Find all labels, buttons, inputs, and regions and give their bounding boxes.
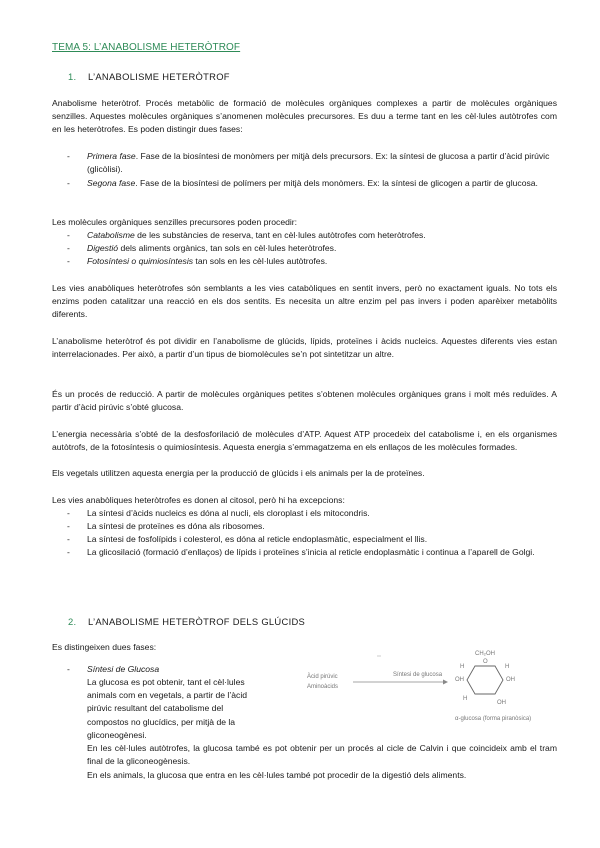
- intro-paragraph: Anabolisme heteròtrof. Procés metabòlic de formació de molècules orgàniques complexes a partir de molècules orgàniques senzilles. Aquestes molècules orgàniques s’anomenen molècules precursores. Es duu a terme tant en les cèl·lules autòtrofes com en les heteròtrofes. Es poden distingir dues fases:: [52, 98, 557, 135]
- precursors-intro: Les molècules orgàniques senzilles precursores poden procedir:: [52, 217, 298, 227]
- list-term: Síntesi de Glucosa: [87, 664, 160, 674]
- section-1-title: L’ANABOLISME HETERÒTROF: [88, 71, 230, 82]
- atom-label: O: [483, 659, 488, 665]
- dash-bullet: -: [67, 178, 70, 188]
- dash-bullet: -: [67, 547, 70, 557]
- list-term: Segona fase: [87, 178, 136, 188]
- dash-bullet: -: [67, 534, 70, 544]
- dash-bullet: -: [67, 521, 70, 531]
- list-text: . Fase de la biosíntesi de monòmers per mitjà dels precursors. Ex: la síntesi de glucosa a partir d’àcid pirúvic (glicòlisi).: [87, 151, 550, 175]
- list-term: Primera fase: [87, 151, 136, 161]
- list-text: La glicosilació (formació d’enllaços) de lípids i proteïnes s’inicia al reticle endoplasmàtic i continua a l’aparell de Golgi.: [87, 547, 535, 557]
- dash-bullet: -: [67, 230, 70, 240]
- atom-label: OH: [506, 677, 515, 683]
- paragraph-dividir: L’anabolisme heteròtrof és pot dividir en l’anabolisme de glúcids, lípids, proteïnes i àcids nucleics. Aquestes diferents vies estan interrelacionades. Per això, a partir d’un tipus de biomolècules se’n pot sintetitzar un altre.: [52, 336, 557, 360]
- diagram-caption: α-glucosa (forma piranòsica): [455, 716, 532, 722]
- diagram-arrow-label: Síntesi de glucosa: [393, 672, 443, 678]
- list-text: La síntesi de proteïnes es dóna als ribosomes.: [87, 521, 265, 531]
- diagram-label-aminoacids: Aminoàcids: [307, 684, 339, 690]
- dash-bullet: -: [67, 508, 70, 518]
- section-2-title: L’ANABOLISME HETERÒTROF DELS GLÚCIDS: [88, 616, 306, 627]
- section-1-heading: [68, 70, 230, 83]
- list-term: Catabolisme: [87, 230, 135, 240]
- atom-label: H: [505, 664, 510, 670]
- atom-label: OH: [497, 700, 506, 706]
- list-text: dels aliments orgànics, tan sols en cèl·lules heteròtrofes.: [118, 243, 337, 253]
- paragraph-vies: Les vies anabòliques heteròtrofes són semblants a les vies catabòliques en sentit invers, però no exactament iguals. No tots els enzims poden catalitzar una reacció en els dos sentits. Es necesita un altre enzim pel pas invers i poden aparèixer metabòlits diferents.: [52, 283, 557, 320]
- dash-bullet: -: [67, 256, 70, 266]
- paragraph-energia: L’energia necessària s’obté de la desfosforilació de molècules d’ATP. Aquest ATP procedeix del catabolisme i, en els organismes autòtrofs, de la fotosíntesis o quimiosíntesis. Aquesta energia s’emmagatzema en els enllaços de les molècules formades.: [52, 429, 557, 453]
- list-text: La síntesi d’àcids nucleics es dóna al nucli, els cloroplast i els mitocondris.: [87, 508, 370, 518]
- diagram-label-pyruvic: Àcid pirúvic: [307, 674, 338, 680]
- page-title: TEMA 5: L’ANABOLISME HETERÒTROF: [52, 42, 241, 53]
- atom-label: OH: [455, 677, 464, 683]
- dash-bullet: -: [67, 664, 70, 674]
- section-2-intro: Es distingeixen dues fases:: [52, 642, 157, 652]
- dash-bullet: -: [67, 243, 70, 253]
- glucose-synthesis-diagram: [305, 648, 545, 726]
- paragraph-calvin: En les cèl·lules autòtrofes, la glucosa també es pot obtenir per un procés al cicle de Calvin i que coincideix amb el tram final de la gliconeogènesis.: [87, 743, 557, 767]
- paragraph-animals: En els animals, la glucosa que entra en les cèl·lules també pot procedir de la digestió dels aliments.: [87, 770, 467, 780]
- text-line: gliconeogènesi.: [87, 729, 147, 740]
- atom-label: H: [463, 696, 468, 702]
- text-line: pirúvic resultant del catabolisme del: [87, 703, 224, 714]
- list-text: La síntesi de fosfolípids i colesterol, es dóna al reticle endoplasmàtic, especialment el llis.: [87, 534, 428, 544]
- paragraph-reduccio: És un procés de reducció. A partir de molècules orgàniques petites s’obtenen molècules orgàniques grans i molt més reduïdes. A partir d’àcid pirúvic s’obté glucosa.: [52, 389, 557, 413]
- text-line: La glucosa es pot obtenir, tant el cèl·lules: [87, 677, 245, 687]
- section-1-number: 1.: [68, 71, 77, 82]
- glucose-text-block: [87, 676, 302, 742]
- list-term: Digestió: [87, 243, 119, 253]
- atom-label: CH₂OH: [475, 651, 495, 657]
- paragraph-vegetals: Els vegetals utilitzen aquesta energia per la producció de glúcids i els animals per la de proteïnes.: [52, 468, 425, 478]
- list-text: de les substàncies de reserva, tant en cèl·lules autòtrofes com heteròtrofes.: [134, 230, 426, 240]
- atom-label: H: [460, 664, 465, 670]
- list-text: tan sols en les cèl·lules autòtrofes.: [193, 256, 328, 266]
- list-text: . Fase de la biosíntesi de polímers per mitjà dels monòmers. Ex: la síntesi de glicogen a partir de glucosa.: [135, 178, 538, 188]
- section-2-heading: [68, 615, 305, 628]
- arrow-head-icon: [443, 680, 448, 685]
- glucose-ring-icon: [467, 666, 503, 694]
- list-term: Fotosíntesi o quimiosíntesis: [87, 256, 194, 266]
- exceptions-intro: Les vies anabòliques heteròtrofes es donen al citosol, però hi ha excepcions:: [52, 495, 345, 505]
- text-line: compostos no glucídics, per mitjà de la: [87, 716, 236, 727]
- text-line: animals com en vegetals, a partir de l’àcid: [87, 690, 248, 701]
- dash-bullet: -: [67, 151, 70, 161]
- section-2-number: 2.: [68, 616, 77, 627]
